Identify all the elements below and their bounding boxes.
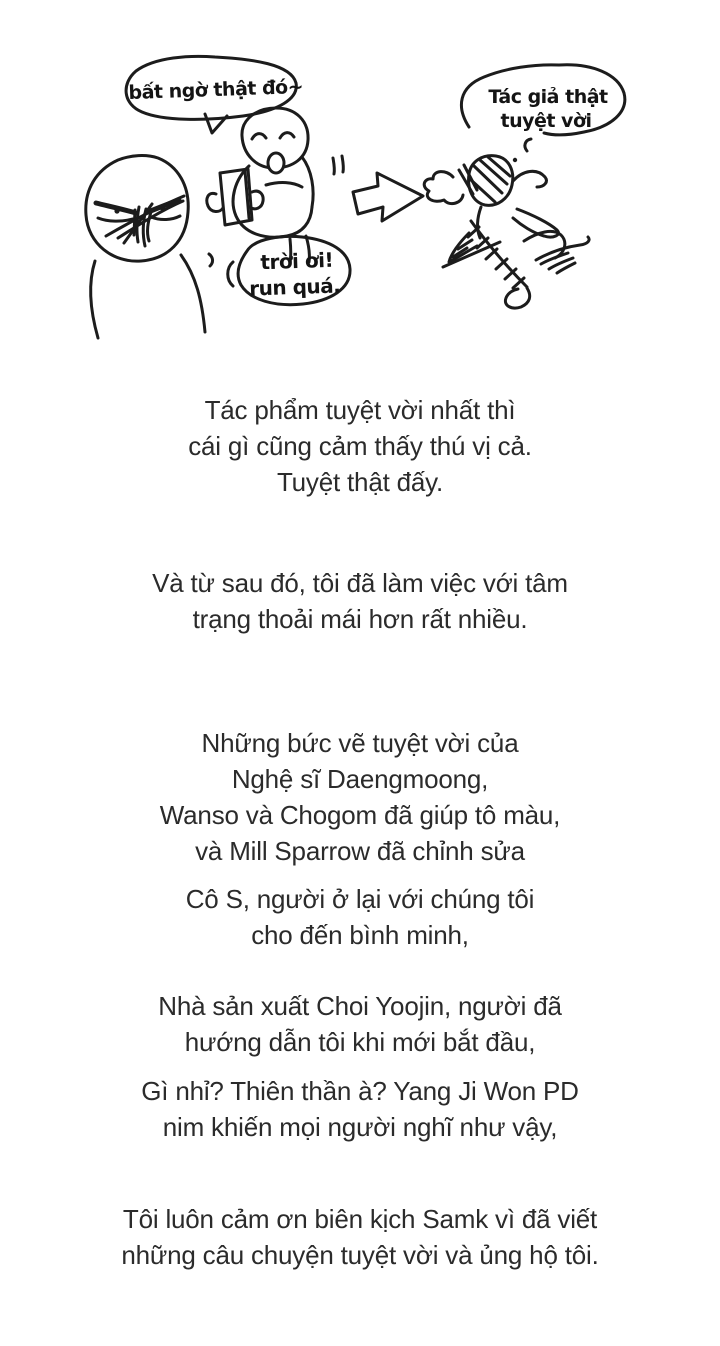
paragraph-1 xyxy=(0,392,720,500)
quote-mark xyxy=(342,156,343,172)
right-arrow-icon xyxy=(353,173,423,221)
foot xyxy=(505,288,529,308)
speech-bubble-scared xyxy=(238,236,350,304)
text-line: Gì nhỉ? Thiên thần à? Yang Ji Won PD xyxy=(141,1076,579,1106)
doodle-illustration xyxy=(0,0,720,360)
collapsed-person-figure xyxy=(424,156,589,308)
open-mouth xyxy=(268,153,284,173)
paragraph-2 xyxy=(0,565,720,637)
paragraph-4 xyxy=(0,881,720,953)
angry-person-figure xyxy=(86,156,205,338)
spine xyxy=(471,221,527,287)
paragraph-7 xyxy=(0,1201,720,1273)
text-line: trạng thoải mái hơn rất nhiều. xyxy=(192,604,528,634)
speech-bubble-surprised xyxy=(126,56,303,133)
surprised-bubble-text: bất ngờ thật đó~ xyxy=(128,75,304,105)
dust-puff xyxy=(424,172,463,204)
scared-bubble-text-line1: trời ơi! xyxy=(260,247,334,275)
text-line: hướng dẫn tôi khi mới bắt đầu, xyxy=(184,1027,536,1057)
text-line: những câu chuyện tuyệt vời và ủng hộ tôi. xyxy=(121,1240,599,1270)
bubble-tail xyxy=(525,139,531,151)
paragraph-5 xyxy=(0,988,720,1060)
text-line: Tác phẩm tuyệt vời nhất thì xyxy=(204,395,516,425)
quote-mark xyxy=(333,158,334,174)
comma-mark xyxy=(209,254,213,266)
speech-bubble-praise xyxy=(461,65,624,162)
text-line: Tuyệt thật đấy. xyxy=(276,467,444,497)
text-line: Wanso và Chogom đã giúp tô màu, xyxy=(159,800,561,830)
paragraph-3 xyxy=(0,725,720,869)
right-eye xyxy=(280,133,294,138)
left-eye xyxy=(114,208,119,213)
text-line: Nghệ sĩ Daengmoong, xyxy=(231,764,489,794)
paragraph-6 xyxy=(0,1073,720,1145)
text-line: cái gì cũng cảm thấy thú vị cả. xyxy=(188,431,532,461)
praise-bubble-text-line1: Tác giả thật xyxy=(488,86,608,108)
left-eye xyxy=(252,134,266,139)
text-line: cho đến bình minh, xyxy=(251,920,469,950)
text-line: Cô S, người ở lại với chúng tôi xyxy=(185,884,535,914)
text-line: Tôi luôn cảm ơn biên kịch Samk vì đã viết xyxy=(122,1204,598,1234)
text-line: Nhà sản xuất Choi Yoojin, người đã xyxy=(158,991,562,1021)
text-line: Và từ sau đó, tôi đã làm việc với tâm xyxy=(152,568,568,598)
praise-bubble-text-line2: tuyệt vời xyxy=(500,110,592,132)
text-line: và Mill Sparrow đã chỉnh sửa xyxy=(195,836,525,866)
scared-bubble-text-line2: run quá. xyxy=(248,273,341,301)
text-line: Những bức vẽ tuyệt vời của xyxy=(201,728,519,758)
squiggle-mark xyxy=(228,262,233,286)
text-line: nim khiến mọi người nghĩ như vậy, xyxy=(162,1112,558,1142)
left-hand xyxy=(207,193,223,211)
